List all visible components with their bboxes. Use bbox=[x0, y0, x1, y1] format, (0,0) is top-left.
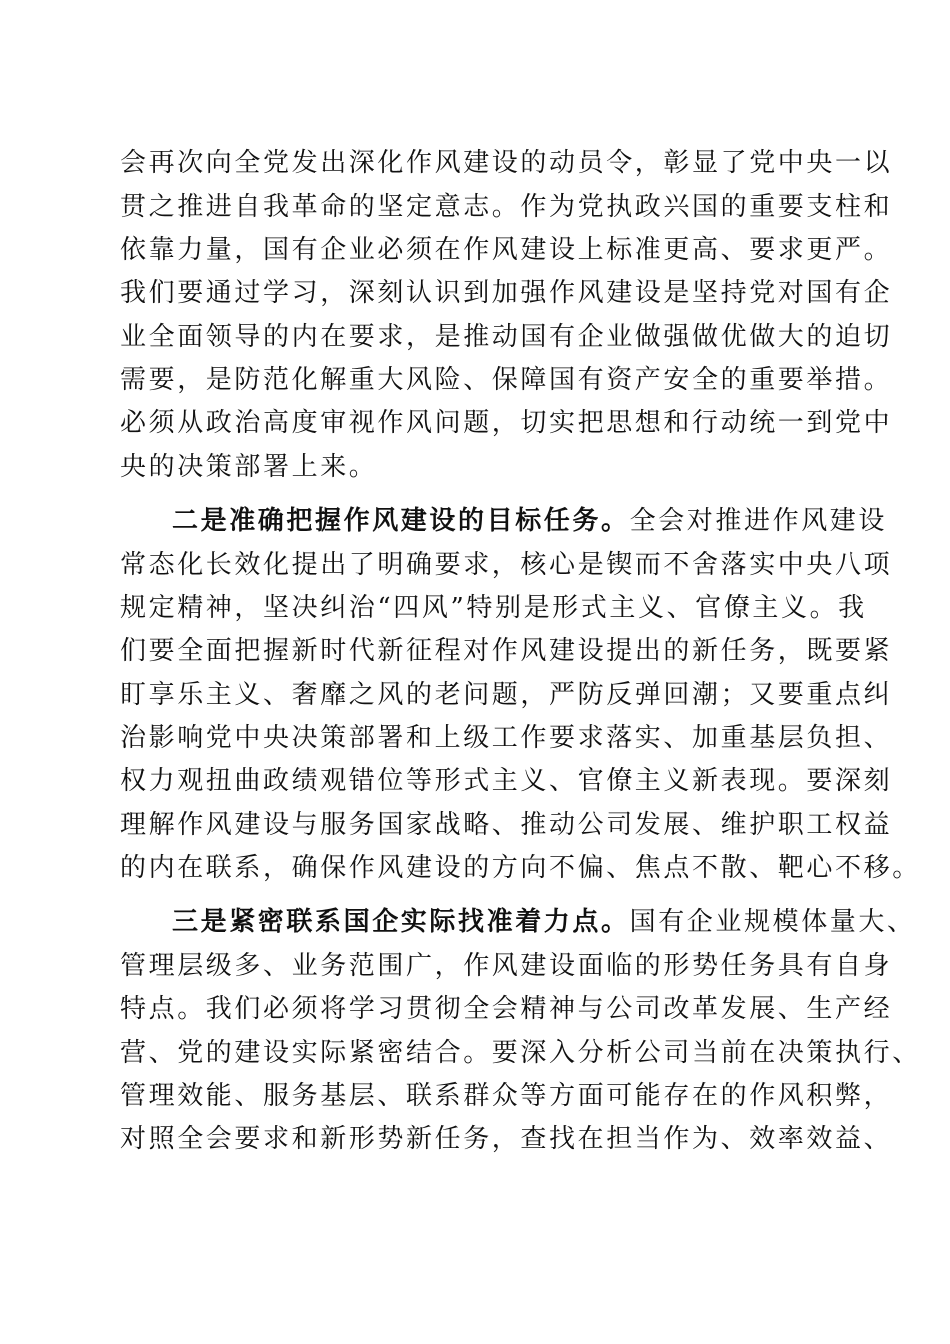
paragraph-first-line bbox=[172, 505, 887, 537]
paragraph-text: 全会对推进作风建设 bbox=[629, 506, 888, 536]
paragraph-line: 特点。我们必须将学习贯彻全会精神与公司改革发展、生产经 bbox=[120, 994, 893, 1024]
paragraph-line: 们要全面把握新时代新征程对作风建设提出的新任务，既要紧 bbox=[120, 636, 893, 666]
paragraph-line: 业全面领导的内在要求，是推动国有企业做强做优做大的迫切 bbox=[120, 322, 893, 352]
section-heading: 二是准确把握作风建设的目标任务。 bbox=[172, 506, 630, 536]
paragraph-line: 盯享乐主义、奢靡之风的老问题，严防反弹回潮；又要重点纠 bbox=[120, 680, 893, 710]
paragraph-line: 需要，是防范化解重大风险、保障国有资产安全的重要举措。 bbox=[120, 365, 893, 395]
paragraph-line: 央的决策部署上来。 bbox=[120, 452, 378, 482]
paragraph-line: 的内在联系，确保作风建设的方向不偏、焦点不散、靶心不移。 bbox=[120, 853, 921, 883]
paragraph-line: 必须从政治高度审视作风问题，切实把思想和行动统一到党中 bbox=[120, 408, 893, 438]
paragraph-text: 国有企业规模体量大、 bbox=[629, 907, 916, 937]
paragraph-line: 规定精神，坚决纠治“四风”特别是形式主义、官僚主义。我 bbox=[120, 593, 867, 623]
paragraph-line: 治影响党中央决策部署和上级工作要求落实、加重基层负担、 bbox=[120, 723, 893, 753]
paragraph-line: 贯之推进自我革命的坚定意志。作为党执政兴国的重要支柱和 bbox=[120, 192, 893, 222]
section-heading: 三是紧密联系国企实际找准着力点。 bbox=[172, 907, 630, 937]
paragraph-first-line bbox=[172, 906, 916, 938]
paragraph-line: 权力观扭曲政绩观错位等形式主义、官僚主义新表现。要深刻 bbox=[120, 766, 893, 796]
paragraph-line: 管理层级多、业务范围广，作风建设面临的形势任务具有自身 bbox=[120, 951, 893, 981]
paragraph-line: 营、党的建设实际紧密结合。要深入分析公司当前在决策执行、 bbox=[120, 1038, 921, 1068]
paragraph-line: 我们要通过学习，深刻认识到加强作风建设是坚持党对国有企 bbox=[120, 278, 893, 308]
paragraph-line: 会再次向全党发出深化作风建设的动员令，彰显了党中央一以 bbox=[120, 148, 893, 178]
paragraph-line: 管理效能、服务基层、联系群众等方面可能存在的作风积弊， bbox=[120, 1081, 893, 1111]
paragraph-line: 常态化长效化提出了明确要求，核心是锲而不舍落实中央八项 bbox=[120, 550, 893, 580]
paragraph-line: 依靠力量，国有企业必须在作风建设上标准更高、要求更严。 bbox=[120, 235, 893, 265]
paragraph-line: 理解作风建设与服务国家战略、推动公司发展、维护职工权益 bbox=[120, 810, 893, 840]
paragraph-line: 对照全会要求和新形势新任务，查找在担当作为、效率效益、 bbox=[120, 1124, 893, 1154]
